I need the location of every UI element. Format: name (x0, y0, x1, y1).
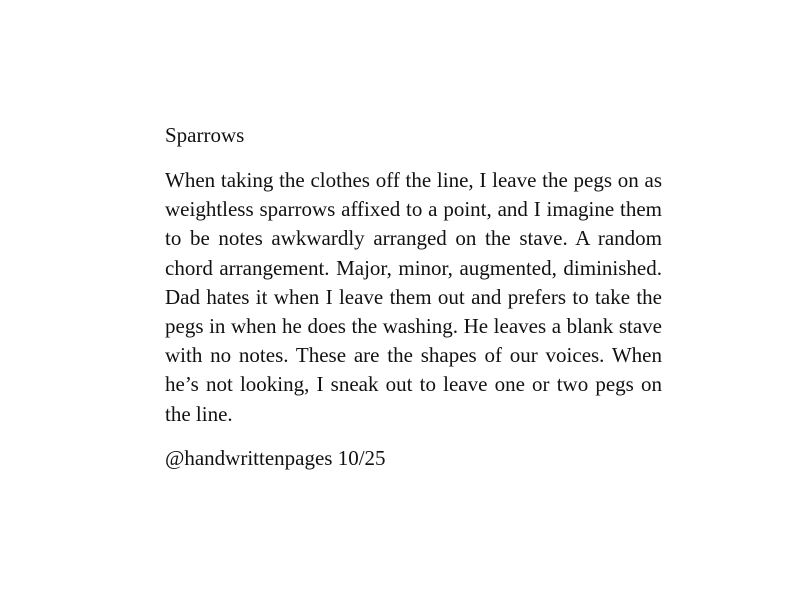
poem-signature: @handwrittenpages 10/25 (165, 445, 386, 470)
poem-body: When taking the clothes off the line, I leave the pegs on as weightless sparrows affixed to a point, and I imagine them to be notes awkwardly arranged on the stave. A random chord arrangement. Major, minor, augmented, diminished. Dad hates it when I leave them out and prefers to take the pegs in when he does the washing. He leaves a blank stave with no notes. These are the shapes of our voices. When he’s not looking, I sneak out to leave one or two pegs on the line. (165, 168, 662, 426)
poem-title: Sparrows (165, 123, 245, 147)
poem-page (165, 122, 662, 471)
